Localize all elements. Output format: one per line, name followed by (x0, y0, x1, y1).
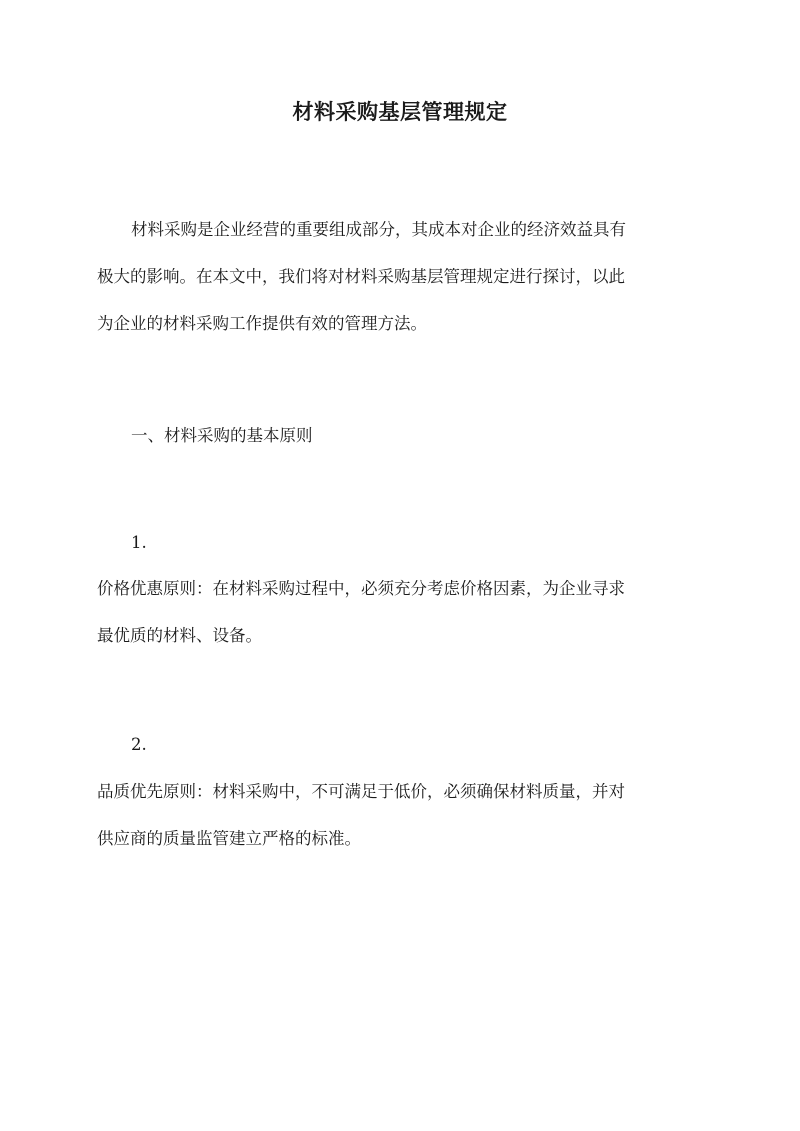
item-paragraph (97, 565, 703, 659)
item-line: 价格优惠原则：在材料采购过程中，必须充分考虑价格因素，为企业寻求 (97, 579, 625, 598)
intro-line: 为企业的材料采购工作提供有效的管理方法。 (97, 314, 427, 333)
section-heading: 一、材料采购的基本原则 (131, 426, 313, 445)
intro-paragraph (97, 206, 703, 347)
item-number: 1. (131, 533, 147, 552)
intro-line: 材料采购是企业经营的重要组成部分，其成本对企业的经济效益具有 (131, 220, 626, 239)
document-title: 材料采购基层管理规定 (292, 99, 508, 124)
intro-line: 极大的影响。在本文中，我们将对材料采购基层管理规定进行探讨，以此 (97, 267, 625, 286)
item-paragraph (97, 768, 703, 862)
item-line: 供应商的质量监管建立严格的标准。 (97, 829, 361, 848)
item-number: 2. (131, 735, 147, 754)
item-line: 品质优先原则：材料采购中，不可满足于低价，必须确保材料质量，并对 (97, 782, 625, 801)
item-line: 最优质的材料、设备。 (97, 626, 262, 645)
